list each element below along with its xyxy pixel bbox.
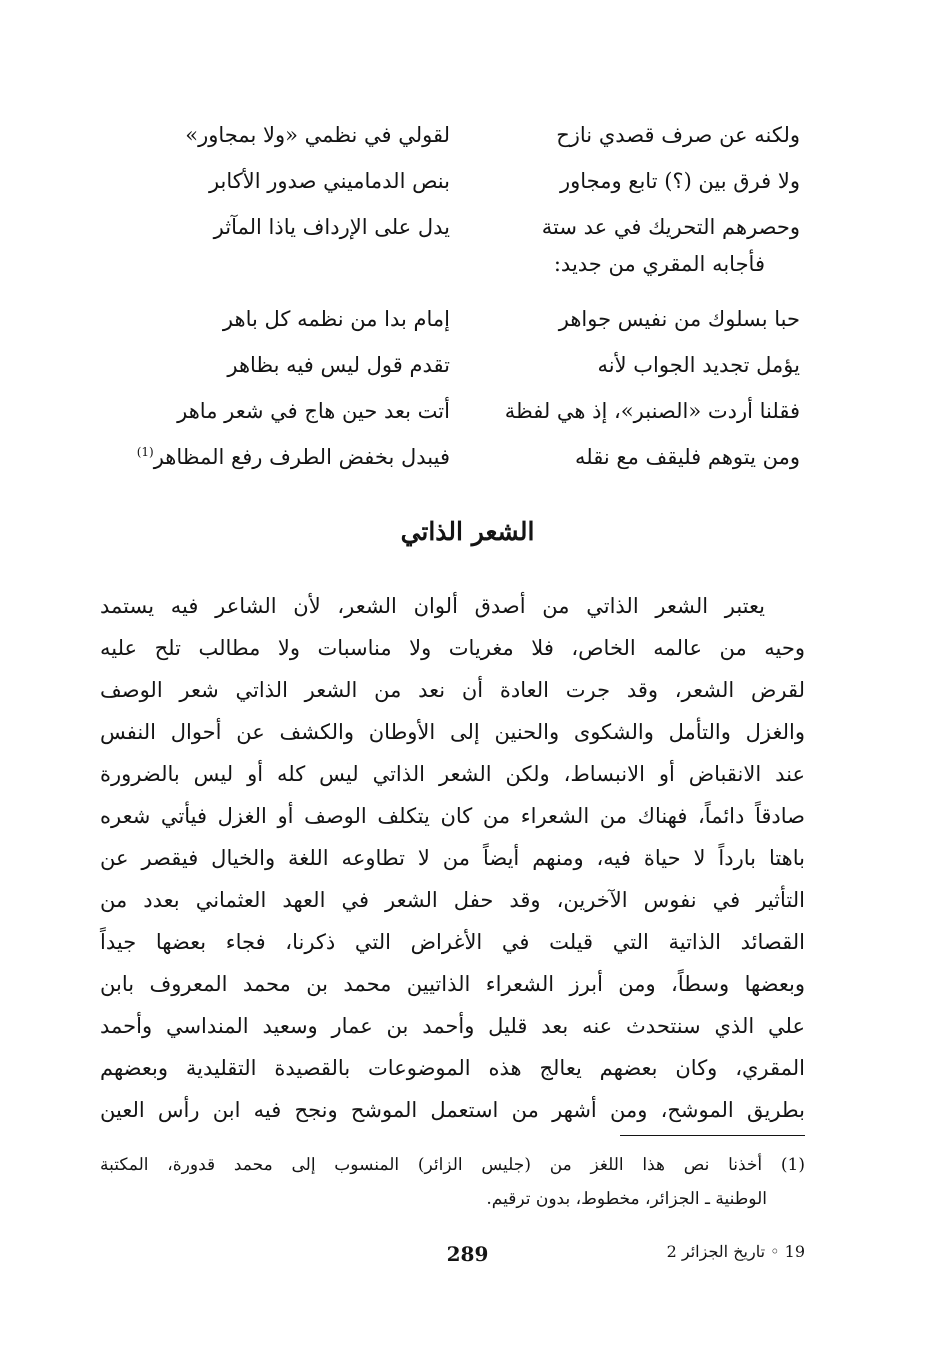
paragraph-line: وحيه من عالمه الخاص، فلا مغريات ولا مناسبات ولا مطالب تلح عليه [100,636,805,660]
verse-line [130,388,800,434]
paragraph-line: بطريق الموشح، ومن أشهر من استعمل الموشح ونجح فيه ابن رأس العين [100,1098,805,1122]
hemistich-first: ولا فرق بين (؟) تابع ومجاور [559,169,800,193]
hemistich-first: فقلنا أردت «الصنبر»، إذ هي لفظة [504,399,800,423]
poem-intro: فأجابه المقري من جديد: [553,252,765,276]
hemistich-first: حبا بسلوك من نفيس جواهر [558,307,800,331]
paragraph-line: يعتبر الشعر الذاتي من أصدق ألوان الشعر، لأن الشاعر فيه يستمد [100,594,765,618]
footnote-marker[interactable]: (1) [136,445,154,459]
verse-line [130,342,800,388]
verse-line [130,204,800,250]
hemistich-second: لقولي في نظمي «ولا بمجاور» [185,123,450,147]
poem-block-1 [130,112,800,250]
paragraph-line: لقرض الشعر، وقد جرت العادة أن نعد من الشعر الذاتي شعر الوصف [100,678,805,702]
paragraph-line: المقري، وكان بعضهم يعالج هذه الموضوعات بالقصيدة التقليدية وبعضهم [100,1056,805,1080]
verse-line [130,158,800,204]
hemistich-text: فيبدل بخفض الطرف رفع المظاهر [153,445,450,469]
footnote [100,1148,805,1216]
hemistich-first: ولكنه عن صرف قصدي نازح [556,123,800,147]
paragraph-line: عند الانقباض أو الانبساط، ولكن الشعر الذاتي ليس كله أو ليس بالضرورة [100,762,805,786]
hemistich-second: بنص الدماميني صدور الأكابر [208,169,450,193]
printer-signature: 19 ◦ تاريخ الجزائر 2 [666,1242,805,1261]
hemistich-second: أتت بعد حين هاج في شعر ماهر [177,399,450,423]
section-heading: الشعر الذاتي [400,517,535,546]
paragraph-line: وبعضها وسطاً، ومن أبرز الشعراء الذاتيين محمد بن محمد المعروف بابن [100,972,805,996]
hemistich-first: يؤمل تجديد الجواب لأنه [597,353,800,377]
verse-line [130,296,800,342]
footnote-line: (1) أخذنا نص هذا اللغز من (جليس الزائر) المنسوب إلى محمد قدورة، المكتبة [100,1155,805,1175]
verse-line [130,112,800,158]
footnote-line: الوطنية ـ الجزائر، مخطوط، بدون ترقيم. [486,1189,767,1209]
footnote-divider [620,1135,805,1136]
paragraph-line: القصائد الذاتية التي قيلت في الأغراض التي ذكرنا، فجاء بعضها جيداً [100,930,805,954]
hemistich-second: إمام بدا من نظمه كل باهر [222,307,450,331]
hemistich-first: وحصرهم التحريك في عد ستة [541,215,800,239]
paragraph-line: التأثير في نفوس الآخرين، وقد حفل الشعر في العهد العثماني بعدد من [100,888,805,912]
paragraph-line: علي الذي سنتحدث عنه بعد قليل وأحمد بن عمار وسعيد المنداسي وأحمد [100,1014,805,1038]
verse-line [130,434,800,480]
hemistich-second: تقدم قول ليس فيه بظاهر [227,353,450,377]
body-paragraph [100,585,805,1131]
paragraph-line: والغزل والتأمل والشكوى والحنين إلى الأوطان والكشف عن أحوال النفس [100,720,805,744]
paragraph-line: صادقاً دائماً، فهناك من الشعراء من كان يتكلف الوصف أو الغزل فيأتي شعره [100,804,805,828]
hemistich-second: يدل على الإرداف ياذا المآثر [213,215,450,239]
page-number: 289 [446,1242,489,1266]
hemistich-second [130,445,450,469]
paragraph-line: باهتا بارداً لا حياة فيه، ومنهم أيضاً من لا تطاوعه اللغة والخيال فيقصر عن [100,846,805,870]
hemistich-first: ومن يتوهم فليقف مع نقله [575,445,800,469]
poem-block-2 [130,296,800,480]
